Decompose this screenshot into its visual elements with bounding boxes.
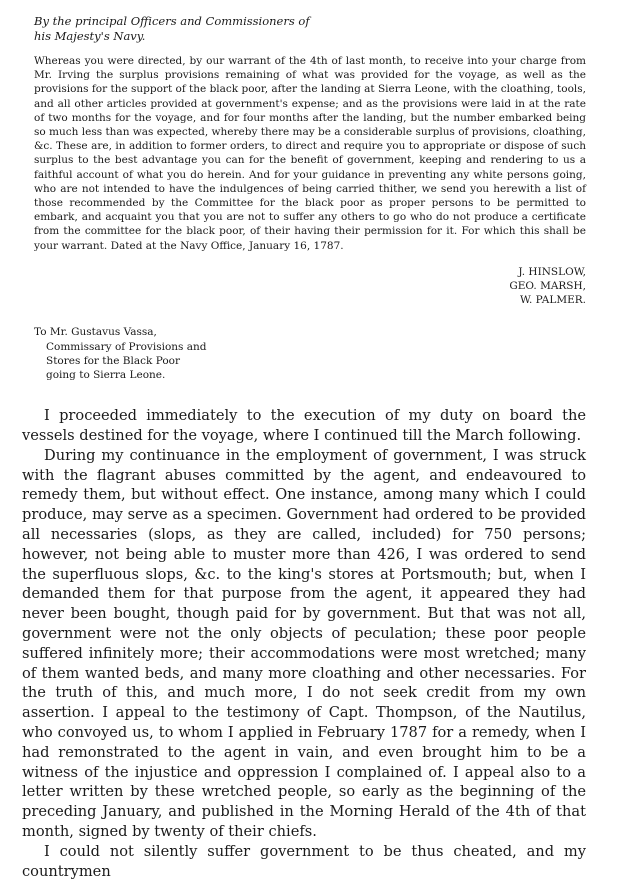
signature-2: GEO. MARSH,: [509, 280, 586, 293]
letter-heading: [34, 14, 586, 44]
heading-line-1: By the principal Officers and Commissioners of: [34, 14, 310, 28]
narrative-text: [22, 406, 586, 881]
paragraph-1: I proceeded immediately to the execution of my duty on board the vessels destined for the voyage, where I continued till the March following.: [22, 407, 586, 445]
paragraph-2: During my continuance in the employment of government, I was struck with the flagrant abuses committed by the agent, and endeavoured to remedy them, but without effect. One instance, among many which I could produce, may serve as a specimen. Government had ordered to be provided all necessaries (slops, as they are called, included) for 750 persons; however, not being able to muster more than 426, I was ordered to send the superfluous slops, &c. to the king's stores at Portsmouth; but, when I demanded them for that purpose from the agent, it appeared they had never been bought, though paid for by government. But that was not all, government were not the only objects of peculation; these poor people suffered infinitely more; their accommodations were most wretched; many of them wanted beds, and many more cloathing and other necessaries. For the truth of this, and much more, I do not seek credit from my own assertion. I appeal to the testimony of Capt. Thompson, of the Nautilus, who convoyed us, to whom I applied in February 1787 for a remedy, when I had remonstrated to the agent in vain, and even brought him to be a witness of the injustice and oppression I complained of. I appeal also to a letter written by these wretched people, so early as the beginning of the preceding January, and published in the Morning Herald of the 4th of that month, signed by twenty of their chiefs.: [22, 446, 586, 840]
address-line-1: To Mr. Gustavus Vassa,: [34, 326, 157, 339]
address-line-4: going to Sierra Leone.: [46, 369, 166, 382]
signature-1: J. HINSLOW,: [518, 265, 586, 278]
heading-line-2: his Majesty's Navy.: [34, 29, 146, 43]
address-line-2: Commissary of Provisions and: [46, 340, 207, 353]
signature-3: W. PALMER.: [520, 294, 586, 307]
paragraph-3: I could not silently suffer government to be thus cheated, and my countrymen: [22, 842, 586, 880]
address-block: [34, 325, 586, 382]
signature-block: [22, 265, 586, 308]
address-line-3: Stores for the Black Poor: [46, 354, 181, 367]
letter-body: Whereas you were directed, by our warrant of the 4th of last month, to receive into your charge from Mr. Irving the surplus provisions remaining of what was provided for the voyage, as well as the provisions for the support of the black poor, after the landing at Sierra Leone, with the cloathing, tools, and all other articles provided at government's expense; and as the provisions were laid in at the rate of two months for the voyage, and for four months after the landing, but the number embarked being so much less than was expected, whereby there may be a considerable surplus of provisions, cloathing, &c. These are, in addition to former orders, to direct and require you to appropriate or dispose of such surplus to the best advantage you can for the benefit of government, keeping and rendering to us a faithful account of what you do herein. And for your guidance in preventing any white persons going, who are not intended to have the indulgences of being carried thither, we send you herewith a list of those recommended by the Committee for the black poor as proper persons to be permitted to embark, and acquaint you that you are not to suffer any others to go who do not produce a certificate from the committee for the black poor, of their having their permission for it. For which this shall be your warrant. Dated at the Navy Office, January 16, 1787.: [34, 55, 586, 252]
